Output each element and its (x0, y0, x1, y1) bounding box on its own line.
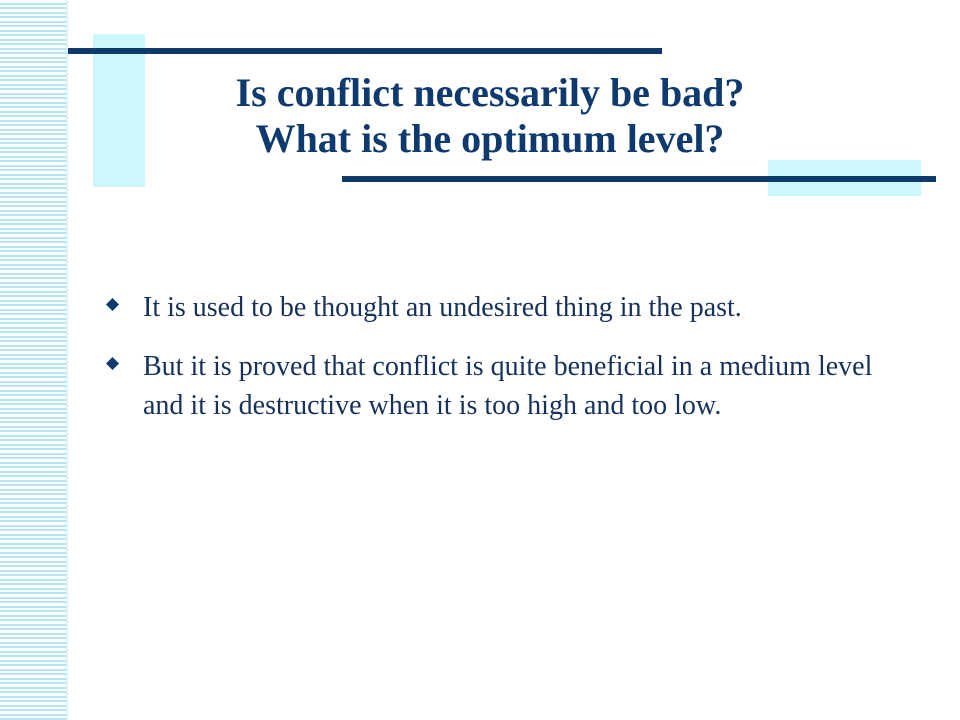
slide-title (145, 70, 835, 162)
bullet-item (104, 347, 884, 425)
slide-title-line-1: Is conflict necessarily be bad? (235, 70, 745, 115)
bullet-text: But it is proved that conflict is quite beneficial in a medium level and it is destructive when it is too high and too low. (143, 351, 873, 421)
title-accent-block-left (93, 34, 145, 187)
left-stripe-decoration (0, 0, 68, 720)
slide-title-line-2: What is the optimum level? (255, 116, 725, 161)
bullet-item (104, 288, 884, 327)
diamond-bullet-icon (106, 298, 119, 311)
bullet-text: It is used to be thought an undesired thing in the past. (143, 292, 742, 323)
bullet-list (104, 288, 884, 445)
title-rule-top (68, 48, 662, 54)
title-rule-bottom (342, 176, 936, 182)
diamond-bullet-icon (106, 357, 119, 370)
